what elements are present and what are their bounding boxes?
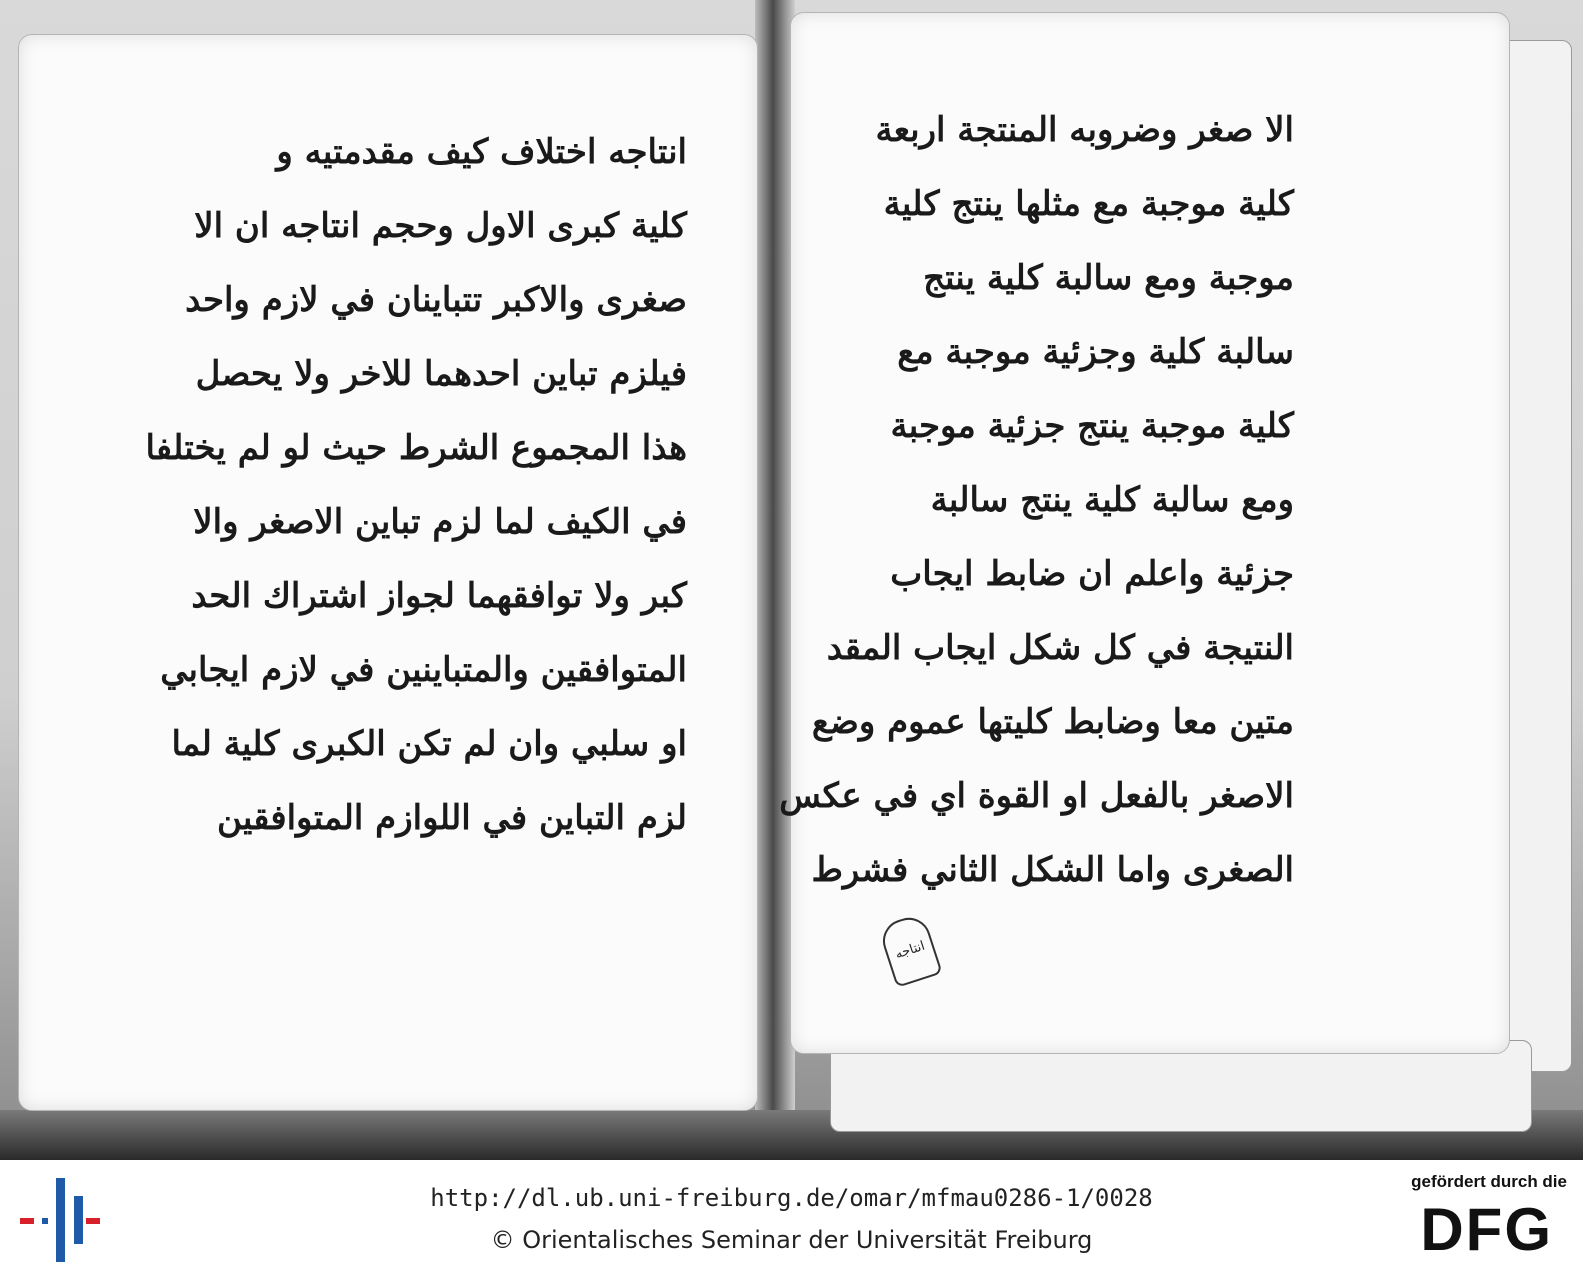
left-page-line: انتاجه اختلاف كيف مقدمتيه و (276, 132, 687, 172)
left-page-line: او سلبي وان لم تكن الكبرى كلية لما (171, 724, 687, 764)
right-page-line: جزئية واعلم ان ضابط ايجاب (890, 554, 1294, 594)
right-page-line: متين معا وضابط كليتها عموم وضع (811, 702, 1294, 742)
right-page-line: الاصغر بالفعل او القوة اي في عكس (779, 776, 1294, 816)
left-page (18, 34, 758, 1111)
footer (0, 1160, 1583, 1283)
left-page-line: هذا المجموع الشرط حيث لو لم يختلفا (145, 428, 687, 468)
right-page-line: الصغرى واما الشكل الثاني فشرط (811, 850, 1294, 890)
left-page-line: المتوافقين والمتباينين في لازم ايجابي (160, 650, 687, 690)
catchword: انتاجه (877, 912, 942, 988)
right-page-text (779, 93, 1294, 907)
right-page-line: كلية موجبة ينتج جزئية موجبة (890, 406, 1294, 446)
left-page-line: في الكيف لما لزم تباين الاصغر والا (193, 502, 687, 542)
source-url[interactable]: http://dl.ub.uni-freiburg.de/omar/mfmau0286-1/0028 (430, 1184, 1153, 1212)
left-page-line: صغرى والاكبر تتباينان في لازم واحد (185, 280, 687, 320)
copyright-text: © Orientalisches Seminar der Universität Freiburg (490, 1226, 1093, 1254)
right-page-line: النتيجة في كل شكل ايجاب المقد (826, 628, 1294, 668)
left-page-line: فيلزم تباين احدهما للاخر ولا يحصل (195, 354, 687, 394)
right-page-line: سالبة كلية وجزئية موجبة مع (897, 332, 1294, 372)
left-page-line: كبر ولا توافقهما لجواز اشتراك الحد (191, 576, 687, 616)
right-page-line: موجبة ومع سالبة كلية ينتج (923, 258, 1294, 298)
right-page-line: ومع سالبة كلية ينتج سالبة (930, 480, 1294, 520)
left-page-text (145, 115, 687, 855)
left-page-line: لزم التباين في اللوازم المتوافقين (216, 798, 687, 838)
dfg-caption: gefördert durch die (1411, 1172, 1567, 1191)
dfg-logo: DFG (1420, 1196, 1553, 1263)
left-page-line: كلية كبرى الاول وحجم انتاجه ان الا (194, 206, 687, 246)
right-page (779, 12, 1510, 1054)
right-page-line: الا صغر وضروبه المنتجة اربعة (875, 110, 1294, 150)
right-page-line: كلية موجبة مع مثلها ينتج كلية (883, 184, 1294, 224)
